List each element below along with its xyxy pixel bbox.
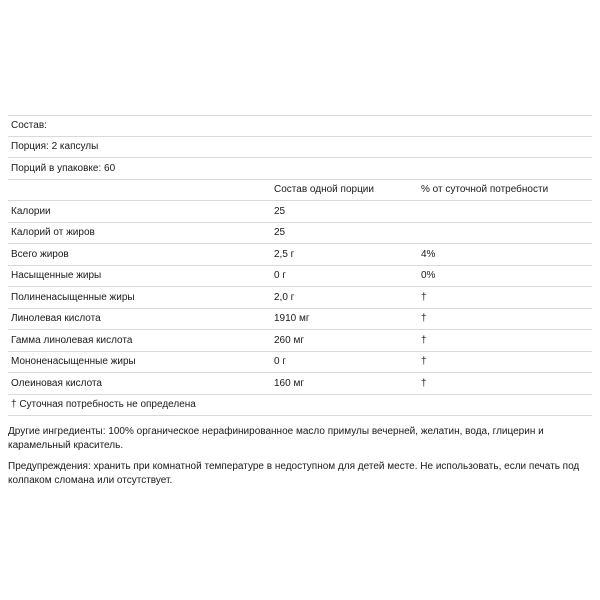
composition-row: [8, 115, 592, 137]
table-row: [8, 352, 592, 374]
footnote-row: [8, 395, 592, 417]
table-row: [8, 309, 592, 331]
serving-row: [8, 137, 592, 159]
nutrient-name: Мононенасыщенные жиры: [11, 356, 136, 368]
table-row: [8, 330, 592, 352]
nutrient-daily-value: †: [421, 377, 427, 389]
table-row: [8, 266, 592, 288]
nutrient-daily-value: †: [421, 334, 427, 346]
table-row: [8, 287, 592, 309]
servings-per-container: Порций в упаковке: 60: [11, 162, 116, 174]
nutrient-amount: 260 мг: [274, 334, 304, 346]
nutrient-amount: 160 мг: [274, 377, 304, 389]
nutrient-name: Гамма линолевая кислота: [11, 334, 133, 346]
header-per-serving: Состав одной порции: [274, 184, 374, 196]
nutrient-daily-value: †: [421, 356, 427, 368]
footnote: † Суточная потребность не определена: [11, 399, 196, 411]
serving-size: Порция: 2 капсулы: [11, 141, 99, 153]
nutrient-daily-value: †: [421, 313, 427, 325]
nutrition-table: [8, 115, 592, 416]
other-ingredients-block: [8, 425, 592, 453]
table-row: [8, 223, 592, 245]
nutrient-amount: 25: [274, 227, 286, 239]
nutrient-name: Насыщенные жиры: [11, 270, 102, 282]
nutrient-amount: 2,5 г: [274, 248, 295, 260]
table-row: [8, 244, 592, 266]
nutrient-name: Полиненасыщенные жиры: [11, 291, 135, 303]
other-ingredients-text: Другие ингредиенты: 100% органическое нерафинированное масло примулы вечерней, желатин, вода, глицерин и карамельный краситель.: [8, 426, 544, 451]
nutrient-name: Олеиновая кислота: [11, 377, 102, 389]
nutrient-name: Линолевая кислота: [11, 313, 101, 325]
composition-label: Состав:: [11, 120, 47, 132]
nutrient-name: Всего жиров: [11, 248, 69, 260]
table-row: [8, 373, 592, 395]
nutrient-daily-value: 0%: [421, 270, 436, 282]
nutrient-amount: 0 г: [274, 270, 286, 282]
nutrient-daily-value: †: [421, 291, 427, 303]
warnings-text: Предупреждения: хранить при комнатной температуре в недоступном для детей месте. Не использовать, если печать под колпаком сломана или отсутствует.: [8, 461, 580, 486]
header-daily-value: % от суточной потребности: [421, 184, 549, 196]
nutrient-amount: 0 г: [274, 356, 286, 368]
nutrient-name: Калорий от жиров: [11, 227, 95, 239]
nutrient-amount: 2,0 г: [274, 291, 295, 303]
servings-per-container-row: [8, 158, 592, 180]
nutrient-daily-value: 4%: [421, 248, 436, 260]
table-header-row: [8, 180, 592, 202]
warnings-block: [8, 460, 592, 488]
nutrient-name: Калории: [11, 205, 51, 217]
table-row: [8, 201, 592, 223]
nutrient-amount: 25: [274, 205, 286, 217]
nutrient-amount: 1910 мг: [274, 313, 310, 325]
